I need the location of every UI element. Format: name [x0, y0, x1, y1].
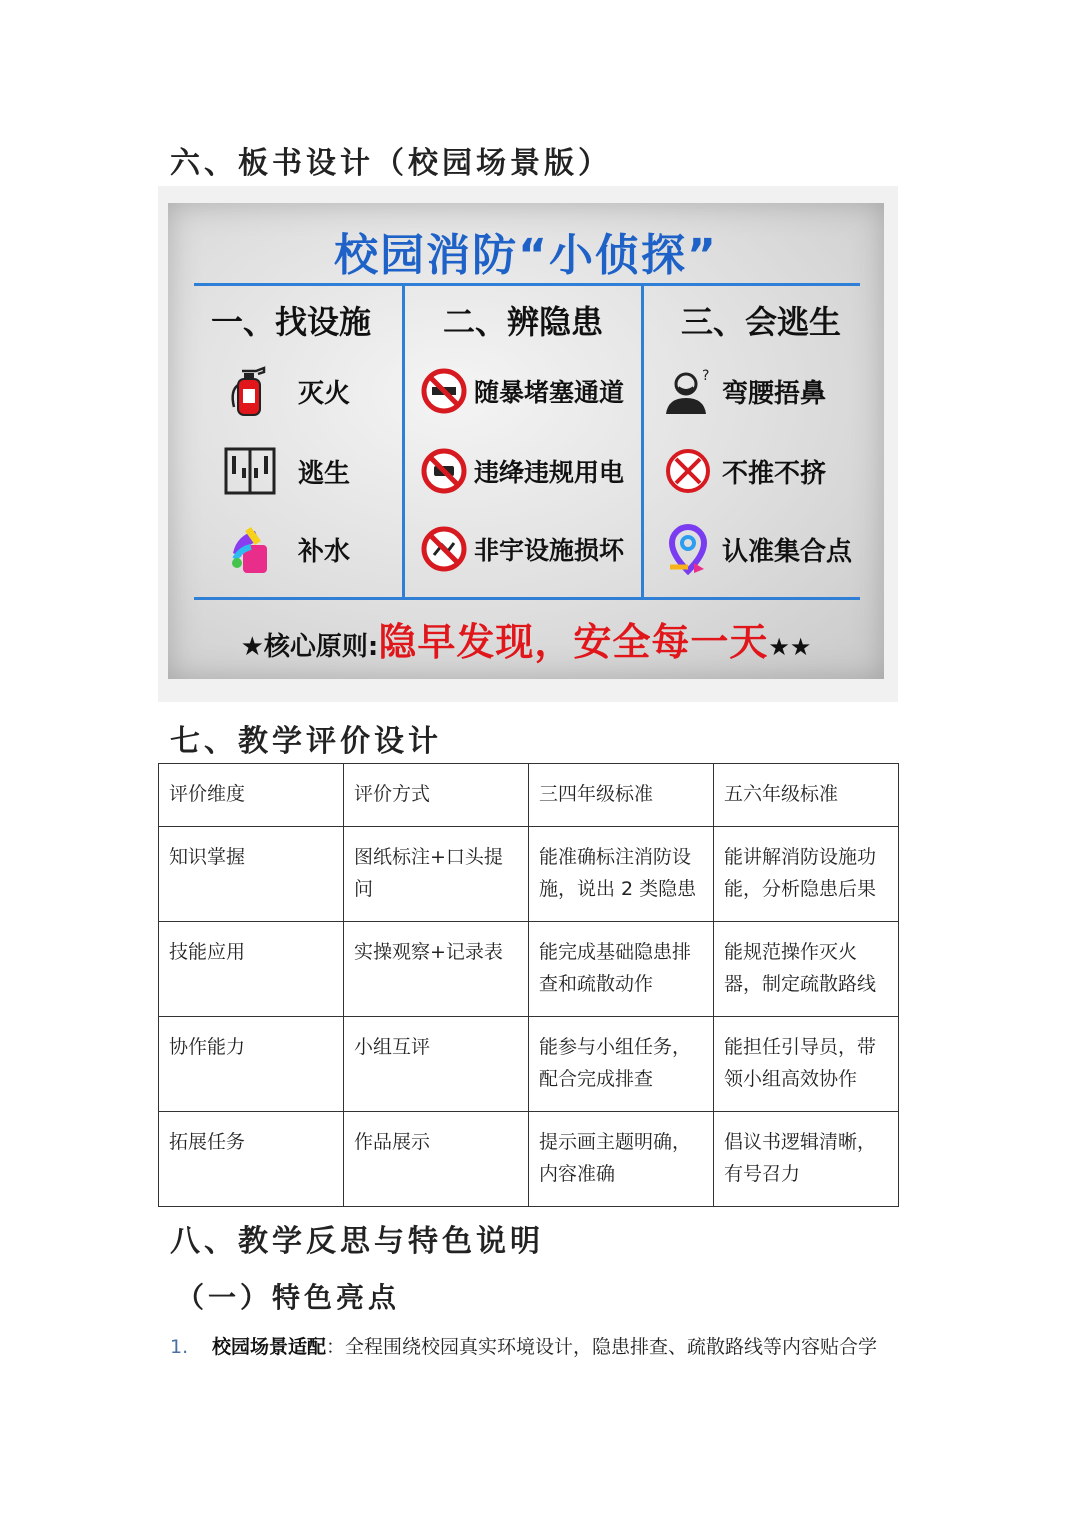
table-cell: 实操观察+记录表 — [344, 922, 529, 1017]
board-divider-bottom — [194, 597, 860, 600]
table-cell: 协作能力 — [159, 1017, 344, 1112]
section-heading-reflection: 八、教学反思与特色说明 — [170, 1224, 544, 1259]
water-supply-icon — [224, 523, 276, 575]
table-header-cell: 五六年级标准 — [714, 764, 899, 827]
board-item-blocked-passage — [418, 363, 624, 419]
table-header-row — [159, 764, 899, 827]
blackboard-illustration — [168, 203, 884, 679]
board-item-label: 随暴堵塞通道 — [474, 378, 625, 407]
table-cell: 能准确标注消防设施，说出 2 类隐患 — [529, 827, 714, 922]
board-item-label: 灭火 — [298, 378, 351, 409]
principle-label: ★核心原则: — [240, 632, 379, 662]
board-column-heading-facilities: 一、找设施 — [210, 303, 371, 341]
svg-text:?: ? — [702, 368, 710, 384]
list-item-text: ：全程围绕校园真实环境设计，隐患排查、疏散路线等内容贴合学 — [326, 1336, 878, 1358]
prohibited-icon — [418, 365, 470, 417]
table-row — [159, 1017, 899, 1112]
prohibited-icon — [418, 523, 470, 575]
table-cell: 倡议书逻辑清晰，有号召力 — [714, 1112, 899, 1207]
section-heading-evaluation: 七、教学评价设计 — [170, 724, 442, 759]
board-item-water — [224, 521, 350, 577]
table-cell: 能讲解消防设施功能，分析隐患后果 — [714, 827, 899, 922]
person-covering-nose-icon — [662, 365, 714, 417]
table-cell: 拓展任务 — [159, 1112, 344, 1207]
table-cell: 技能应用 — [159, 922, 344, 1017]
table-header-cell: 评价维度 — [159, 764, 344, 827]
board-item-label: 非宇设施损坏 — [474, 536, 625, 565]
board-item-label: 逃生 — [298, 458, 351, 489]
table-cell: 作品展示 — [344, 1112, 529, 1207]
table-header-cell: 评价方式 — [344, 764, 529, 827]
board-item-label: 认准集合点 — [722, 536, 853, 567]
list-item-title: 校园场景适配 — [212, 1336, 327, 1358]
board-item-label: 补水 — [298, 536, 351, 567]
board-item-label: 违绛违规用电 — [474, 458, 625, 487]
board-title: 校园消防“小侦探” — [334, 230, 718, 281]
board-column-heading-hazards: 二、辨隐患 — [442, 303, 603, 341]
board-item-escape — [224, 443, 350, 499]
board-core-principle — [168, 611, 884, 666]
table-cell: 能完成基础隐患排查和疏散动作 — [529, 922, 714, 1017]
table-cell: 图纸标注+口头提问 — [344, 827, 529, 922]
board-column-divider-2 — [641, 285, 644, 598]
section-heading-board-design: 六、板书设计（校园场景版） — [170, 146, 612, 181]
table-header-cell: 三四年级标准 — [529, 764, 714, 827]
table-cell: 能参与小组任务，配合完成排查 — [529, 1017, 714, 1112]
fire-extinguisher-icon — [224, 365, 276, 417]
board-column-heading-escape: 三、会逃生 — [680, 303, 841, 341]
board-item-extinguish — [224, 363, 350, 419]
escape-door-icon — [224, 445, 276, 497]
principle-stars: ★★ — [768, 633, 812, 661]
no-crowding-icon — [662, 445, 714, 497]
table-cell: 小组互评 — [344, 1017, 529, 1112]
board-item-cover-nose — [662, 363, 826, 419]
evaluation-table — [158, 763, 899, 1207]
table-cell: 能担任引导员，带领小组高效协作 — [714, 1017, 899, 1112]
board-item-label: 不推不挤 — [722, 458, 827, 489]
list-item — [170, 1332, 1070, 1359]
list-item-number: 1. — [170, 1336, 189, 1358]
board-item-assembly-point — [662, 521, 852, 577]
table-row — [159, 922, 899, 1017]
board-item-no-pushing — [662, 443, 826, 499]
table-row — [159, 1112, 899, 1207]
board-item-illegal-electricity — [418, 443, 624, 499]
table-cell: 知识掌握 — [159, 827, 344, 922]
table-row — [159, 827, 899, 922]
table-cell: 提示画主题明确，内容准确 — [529, 1112, 714, 1207]
board-divider-top — [194, 283, 860, 286]
sub-heading-highlights: （一）特色亮点 — [176, 1281, 401, 1314]
table-cell: 能规范操作灭火器，制定疏散路线 — [714, 922, 899, 1017]
board-item-facility-damage — [418, 521, 624, 577]
board-item-label: 弯腰捂鼻 — [722, 378, 827, 409]
assembly-point-icon — [662, 523, 714, 575]
prohibited-icon — [418, 445, 470, 497]
principle-text: 隐早发现，安全每一天 — [378, 620, 769, 664]
